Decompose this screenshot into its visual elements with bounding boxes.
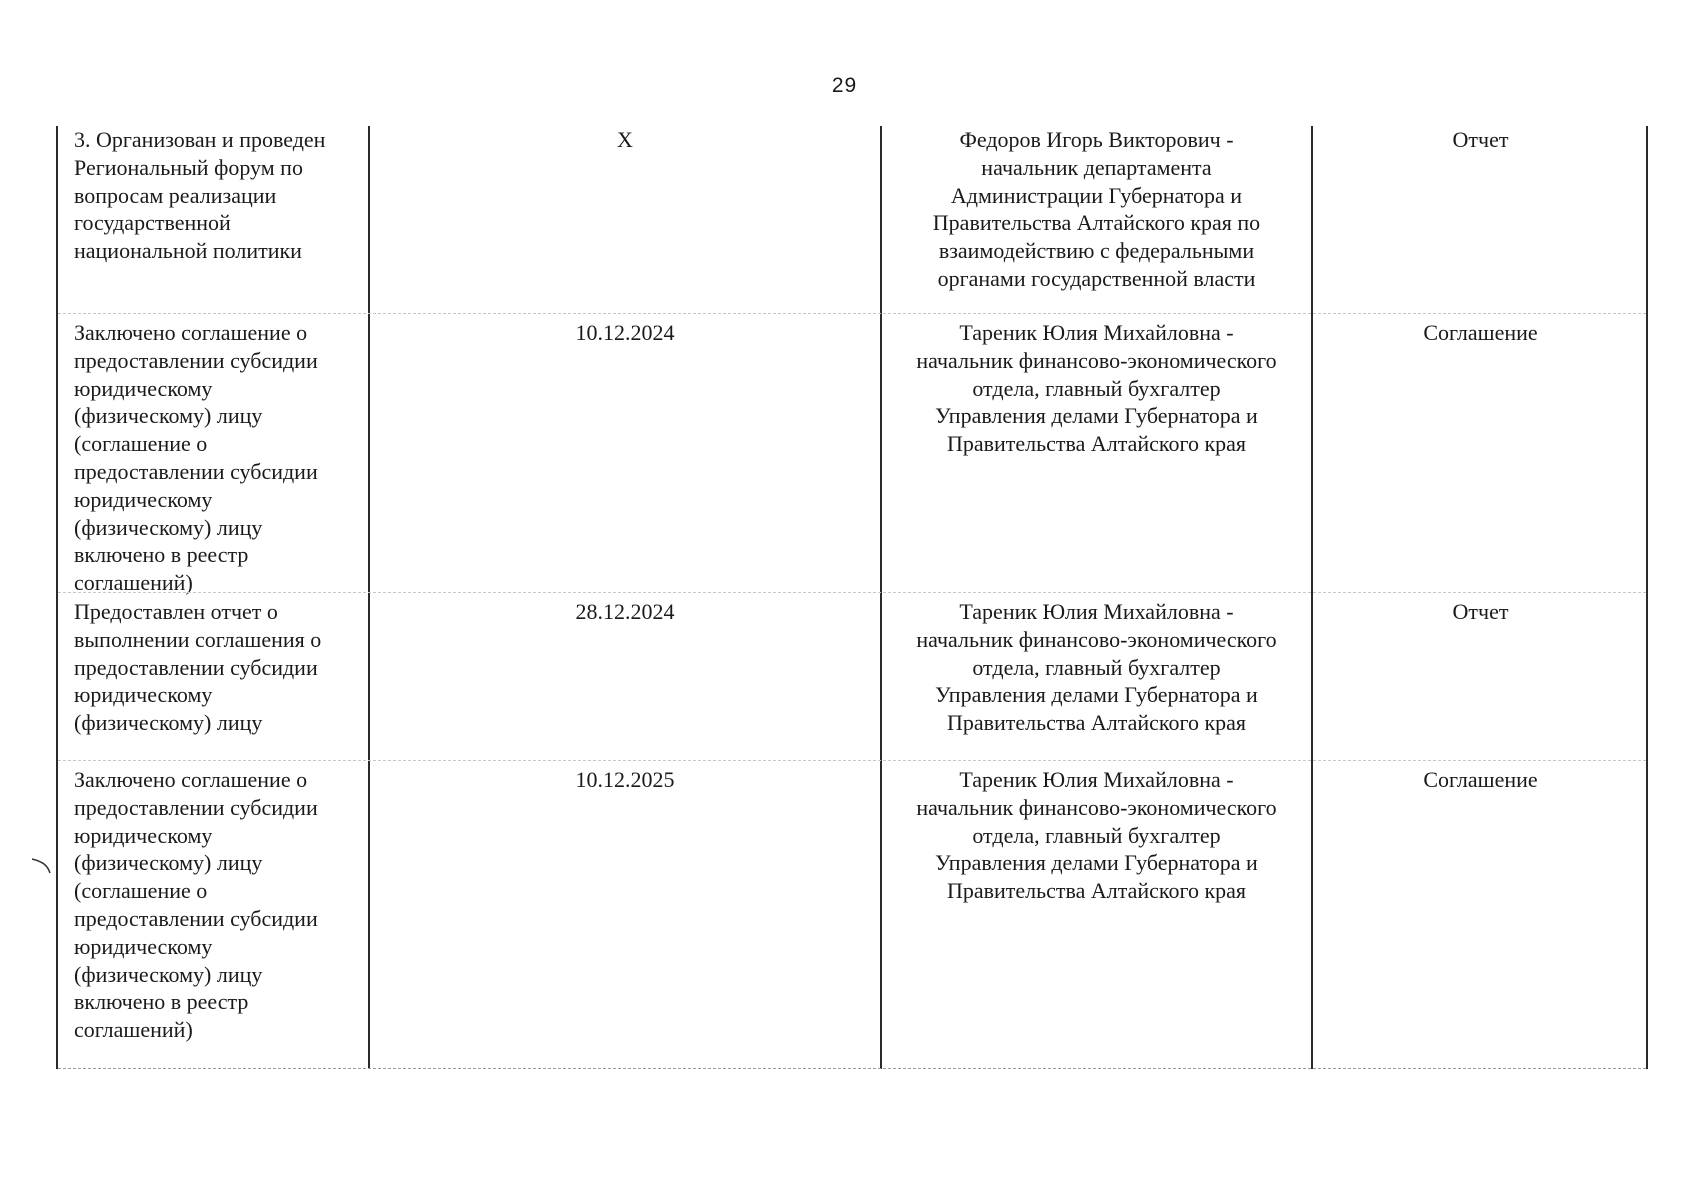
document-type-cell: Соглашение bbox=[1423, 767, 1538, 792]
date-cell: 10.12.2024 bbox=[575, 320, 675, 345]
document-type-cell: Соглашение bbox=[1423, 320, 1538, 345]
description-cell: Заключено соглашение о предоставлении субсидии юридическому (физическому) лицу (соглашение о предоставлении субсидии юридическому (физическому) лицу включено в реестр соглашений) bbox=[74, 320, 318, 596]
responsible-cell: Тареник Юлия Михайловна - начальник финансово-экономического отдела, главный бухгалтер Управления делами Губернатора и Правительства Алтайского края bbox=[916, 767, 1277, 904]
table-bottom-border bbox=[58, 1068, 1646, 1069]
document-type-cell: Отчет bbox=[1452, 599, 1509, 624]
date-cell: Х bbox=[617, 127, 633, 152]
description-cell: Предоставлен отчет о выполнении соглашения о предоставлении субсидии юридическому (физическому) лицу bbox=[74, 599, 322, 736]
description-cell: 3. Организован и проведен Региональный форум по вопросам реализации государственной национальной политики bbox=[74, 127, 326, 264]
responsible-cell: Тареник Юлия Михайловна - начальник финансово-экономического отдела, главный бухгалтер Управления делами Губернатора и Правительства Алтайского края bbox=[916, 320, 1277, 457]
page-number: 29 bbox=[831, 74, 858, 97]
date-cell: 10.12.2025 bbox=[575, 767, 675, 792]
responsible-cell: Тареник Юлия Михайловна - начальник финансово-экономического отдела, главный бухгалтер Управления делами Губернатора и Правительства Алтайского края bbox=[916, 599, 1277, 736]
date-cell: 28.12.2024 bbox=[575, 599, 675, 624]
description-cell: Заключено соглашение о предоставлении субсидии юридическому (физическому) лицу (соглашение о предоставлении субсидии юридическому (физическому) лицу включено в реестр соглашений) bbox=[74, 767, 318, 1043]
responsible-cell: Федоров Игорь Викторович - начальник департамента Администрации Губернатора и Правительства Алтайского края по взаимодействию с федеральными органами государственной власти bbox=[932, 127, 1261, 291]
document-type-cell: Отчет bbox=[1452, 127, 1509, 152]
activity-table bbox=[56, 126, 1648, 1069]
pen-mark-icon bbox=[30, 855, 54, 877]
